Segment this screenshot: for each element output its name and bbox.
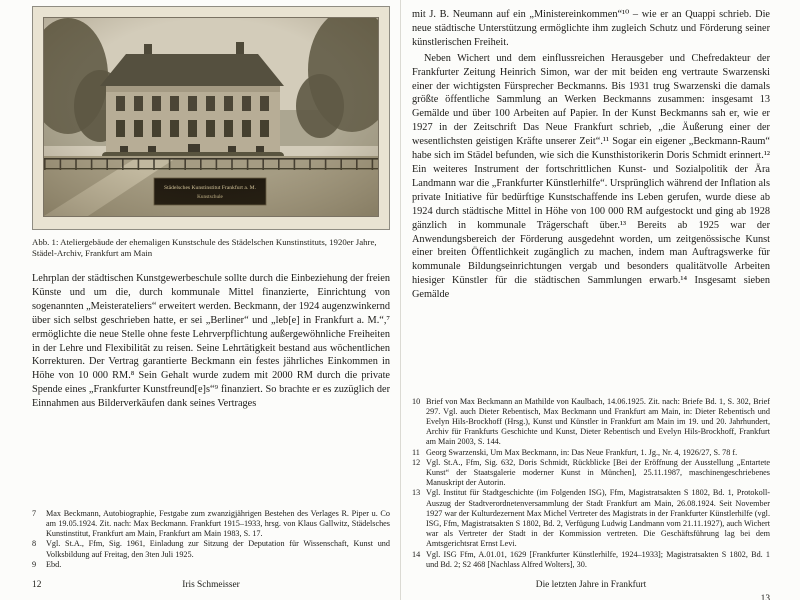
footnote-14	[412, 550, 770, 570]
page-right	[412, 6, 770, 600]
footnote-text: Brief von Max Beckmann an Mathilde von Kaulbach, 14.06.1925. Zit. nach: Briefe Bd. 1, S. 302, Brief 297. Vgl. auch Dieter Rebentisch, Max Beckmann und Frankfurt am Main, in: Dieter Rebentisch und Evelyn Hils-Brockhoff (Hrsg.), Kunst und Künstler in Frankfurt am Main im 19. und 20. Jahrhundert, Archiv für Frankfurts Geschichte und Kunst, Dieter Rebentisch und Evelyn Hils-Brockhoff, Frankfurt am Main 2003, S. 144.	[426, 396, 770, 447]
footnote-8	[32, 539, 390, 559]
footnote-text: Vgl. St.A., Ffm, Sig. 632, Doris Schmidt, Rückblicke [Bei der Eröffnung der Ausstellung „Entartete Kunst“ der Staatsgalerie moderner Kunst in München], 25.11.1987, maschinengeschriebenes Manuskript der Autorin.	[426, 457, 770, 488]
running-head-right: Die letzten Jahre in Frankfurt	[535, 580, 647, 590]
figure-kunstschule-photo	[32, 6, 390, 230]
footnote-number: 9	[32, 559, 37, 569]
footnote-number: 7	[32, 508, 37, 518]
photo-frame	[43, 17, 379, 217]
figure-caption: Abb. 1: Ateliergebäude der ehemaligen Kunstschule des Städelschen Kunstinstituts, 1920er Jahre, Städel-Archiv, Frankfurt am Main	[32, 237, 377, 258]
footnote-number: 13	[412, 488, 421, 498]
footnote-number: 8	[32, 539, 37, 549]
footnote-text: Vgl. Institut für Stadtgeschichte (im Folgenden ISG), Ffm, Magistratsakten S 1802, Bd. 1, Protokoll-Auszug der Stadtverordnetenversammlung der Stadt Frankfurt am Main, 26.08.1924. Seit November 1927 war der Kulturdezernent Max Michel Vertreter des Magistrats in der Frankfurter Künstlerhilfe (vgl. ISG, Ffm, Magistratsakten S 1802, Bd. 2, Verfügung Ludwig Landmann vom 21.11.1927), auch Wichert war als Vertreter der Stadt in der Kommission vertreten. Die Geschäftsführung lag bei dem Amtsgerichtsrat Ernst Levi.	[426, 488, 770, 549]
page-number-left: 12	[32, 580, 42, 590]
footnote-9	[32, 560, 390, 570]
page-left	[32, 6, 390, 592]
footnote-7	[32, 509, 390, 540]
footnotes-right	[412, 397, 770, 578]
photo-vignette	[44, 18, 378, 216]
footnote-number: 14	[412, 549, 421, 559]
footnote-text: Georg Swarzenski, Um Max Beckmann, in: Das Neue Frankfurt, 1. Jg., Nr. 4, 1926/27, S. 78 f.	[426, 447, 738, 457]
body-paragraph-left: Lehrplan der städtischen Kunstgewerbeschule sollte durch die Einbeziehung der freien Künste und um die, durch kommunale Mittel finanzierte, Einrichtung von sogenannten „Meisterateliers“ erweitert werden. Beckmann, der 1924 augenzwinkernd über sich selbst geschrieben hatte, er sei „Berliner“ und „leb[e] in Frankfurt a. M.“,⁷ ermöglichte die neue Stelle ohne feste Lehrverpflichtung außergewöhnliche Freiheiten in der Lehre und Flexibilität zu reisen. Seine Lehrtätigkeit bestand aus wöchentlichen Korrekturen. Der Vertrag garantierte Beckmann ein festes jährliches Einkommen in Höhe von 10 000 RM.⁸ Sein Gehalt wurde zudem mit 2000 RM durch die private Spende eines „Frankfurter Kunstfreund[e]s“⁹ finanziert. So brachte er es zuzüglich der Einnahmen aus Bilderverkäufen dank seines Vertrages	[32, 273, 390, 410]
page-number-right: 13	[760, 594, 770, 600]
footnote-text: Vgl. St.A., Ffm, Sig. 1961, Einladung zur Sitzung der Deputation für Wissenschaft, Kunst und Volksbildung auf Freitag, den 3ten Juli 1925.	[46, 539, 390, 559]
footnote-text: Ebd.	[46, 559, 62, 569]
footnotes-left	[32, 509, 390, 578]
footer-right	[412, 578, 770, 600]
footnote-text: Max Beckmann, Autobiographie, Festgabe zum zwanzigjährigen Bestehen des Verlages R. Piper u. Co am 19.05.1924. Zit. nach: Max Beckmann. Frankfurt 1915–1933, hrsg. von Klaus Gallwitz, Städelsches Kunstinstitut, Frankfurt am Main, Frankfurt am Main 1983, S. 17.	[46, 508, 390, 539]
spine-gutter	[400, 0, 401, 600]
photo-mount	[32, 6, 390, 230]
footnote-text: Vgl. ISG Ffm, A.01.01, 1629 [Frankfurter Künstlerhilfe, 1924–1933]; Magistratsakten S 1802, Bd. 1 und Bd. 2; S2 468 [Nachlass Alfred Wolters], 30.	[426, 549, 770, 569]
footnote-10	[412, 397, 770, 448]
footer-left	[32, 578, 390, 592]
running-head-left: Iris Schmeisser	[182, 580, 240, 590]
footnote-11	[412, 448, 770, 458]
footnote-number: 10	[412, 396, 421, 406]
footnote-number: 11	[412, 447, 420, 457]
body-paragraph-right-1: mit J. B. Neumann auf ein „Ministereinkommen“¹⁰ – wie er an Quappi schrieb. Die neue städtische Unterstützung ermöglichte ihm zugleich Schutz und Förderung seiner künstlerischen Freiheit.	[412, 9, 770, 48]
historic-building-photo	[44, 18, 378, 216]
footnote-number: 12	[412, 457, 421, 467]
body-paragraph-right-2: Neben Wichert und dem einflussreichen Herausgeber und Chefredakteur der Frankfurter Zeitung Heinrich Simon, war der mit beiden eng vertraute Swarzenski einer der wichtigsten Fürsprecher Beckmanns. Bis 1931 trug Swarzenski die damals größte öffentliche Sammlung an Werken Beckmanns zusammen: insgesamt 13 Gemälde und über 100 Arbeiten auf Papier. In der Kunst Beckmanns sah er, wie er 1927 in der Zeitschrift Das Neue Frankfurt schrieb, „die Äußerung einer der wesentlichsten geistigen Kräfte unserer Zeit“.¹¹ Sogar ein eigener „Beckmann-Raum“ habe sich im Städel befunden, wie sich die Kunsthistorikerin Doris Schmidt erinnert.¹² Ein weiteres Instrument der fortschrittlichen Kunst- und Sozialpolitik der Ära Landmann war die „Frankfurter Künstlerhilfe“. Ursprünglich während der Inflation als private Initiative für bedürftige Kunstschaffende ins Leben gerufen, wurde diese ab 1924 durch städtische Mittel in Höhe von 100 000 RM aufgestockt und ging ab 1928 gänzlich in kommunale Trägerschaft über.¹³ Bereits ab 1925 war der Anwendungsbereich der Förderung ausgedehnt worden, um zeitgenössische Kunst einer breiten Öffentlichkeit zugänglich zu machen, indem man Auftragswerke für kommunale Bildungseinrichtungen vergab und besonders qualitätvolle Arbeiten hiesiger Künstler für die städtischen Sammlungen erwarb.¹⁴ Insgesamt sieben Gemälde	[412, 52, 770, 301]
footnote-12	[412, 458, 770, 489]
footnote-13	[412, 488, 770, 549]
